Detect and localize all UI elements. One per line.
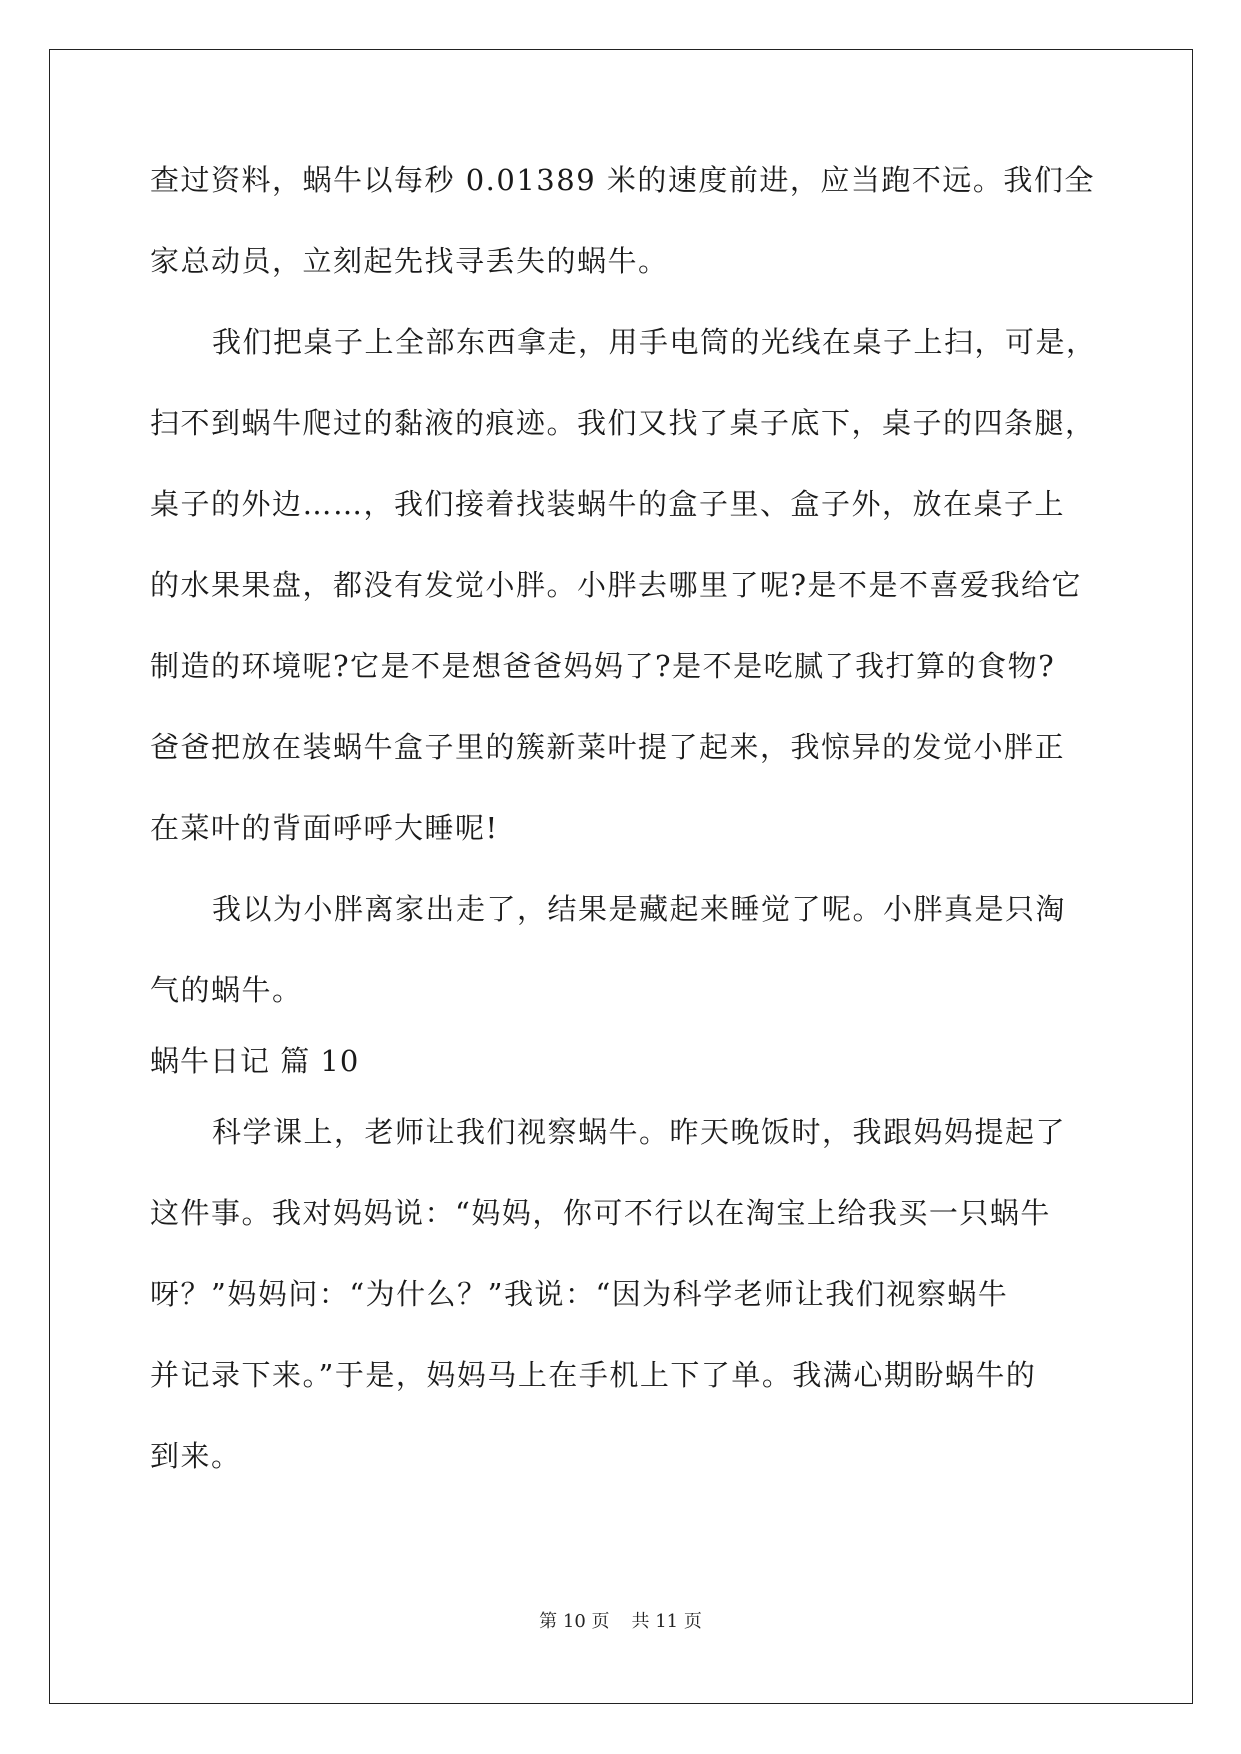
document-body xyxy=(150,160,1097,1476)
page-footer xyxy=(0,1607,1241,1633)
paragraph-line: 家总动员，立刻起先找寻丢失的蜗牛。 xyxy=(150,244,669,278)
paragraph-line: 我以为小胖离家出走了，结果是藏起来睡觉了呢。小胖真是只淘 xyxy=(212,892,1067,926)
page-number: 第 10 页 xyxy=(539,1611,610,1632)
paragraph-line: 的水果果盘，都没有发觉小胖。小胖去哪里了呢?是不是不喜爱我给它 xyxy=(150,568,1083,602)
paragraph-line: 呀？”妈妈问：“为什么？”我说：“因为科学老师让我们视察蜗牛 xyxy=(150,1277,1009,1311)
paragraph-line: 制造的环境呢?它是不是想爸爸妈妈了?是不是吃腻了我打算的食物? xyxy=(150,649,1056,683)
section-heading: 蜗牛日记 篇 10 xyxy=(150,1044,360,1078)
paragraph-line: 在菜叶的背面呼呼大睡呢! xyxy=(150,811,499,845)
paragraph-line: 查过资料，蜗牛以每秒 0.01389 米的速度前进，应当跑不远。我们全 xyxy=(150,163,1095,197)
paragraph-line: 桌子的外边……，我们接着找装蜗牛的盒子里、盒子外，放在桌子上 xyxy=(150,487,1066,521)
paragraph-line: 我们把桌子上全部东西拿走，用手电筒的光线在桌子上扫，可是， xyxy=(212,325,1097,359)
paragraph-line: 并记录下来。”于是，妈妈马上在手机上下了单。我满心期盼蜗牛的 xyxy=(150,1358,1037,1392)
paragraph-line: 扫不到蜗牛爬过的黏液的痕迹。我们又找了桌子底下，桌子的四条腿， xyxy=(150,406,1096,440)
paragraph-line: 科学课上，老师让我们视察蜗牛。昨天晚饭时，我跟妈妈提起了 xyxy=(212,1115,1067,1149)
paragraph-line: 到来。 xyxy=(150,1439,242,1473)
paragraph-line: 爸爸把放在装蜗牛盒子里的簇新菜叶提了起来，我惊异的发觉小胖正 xyxy=(150,730,1066,764)
paragraph-line: 气的蜗牛。 xyxy=(150,973,303,1007)
page-total: 共 11 页 xyxy=(631,1611,702,1632)
paragraph-line: 这件事。我对妈妈说：“妈妈，你可不行以在淘宝上给我买一只蜗牛 xyxy=(150,1196,1051,1230)
